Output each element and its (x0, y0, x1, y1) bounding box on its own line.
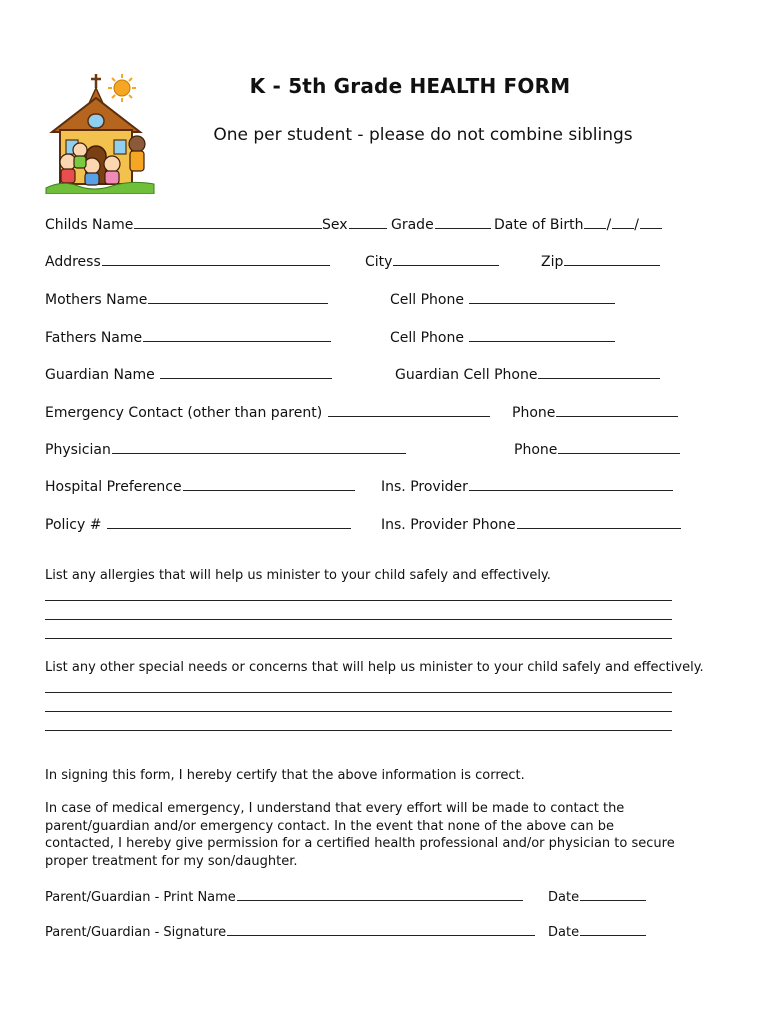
signature-field[interactable]: Parent/Guardian - Signature (45, 921, 535, 942)
emergency-phone-field[interactable]: Phone (512, 402, 678, 422)
physician-field[interactable]: Physician (45, 439, 406, 459)
allergies-prompt: List any allergies that will help us minister to your child safely and effectively. (45, 568, 551, 583)
zip-field[interactable]: Zip (541, 251, 660, 271)
special-needs-prompt: List any other special needs or concerns that will help us minister to your child safely and effectively. (45, 660, 704, 675)
sex-line[interactable] (349, 214, 387, 229)
allergies-line[interactable] (45, 638, 672, 639)
address-line[interactable] (102, 251, 330, 266)
father-cell-phone-line[interactable] (469, 327, 615, 342)
print-name-line[interactable] (237, 886, 523, 901)
mothers-name-line[interactable] (148, 289, 328, 304)
physician-phone-line[interactable] (558, 439, 680, 454)
print-date-line[interactable] (580, 886, 646, 901)
mothers-name-field[interactable]: Mothers Name (45, 289, 328, 309)
signature-date-field[interactable]: Date (548, 921, 646, 942)
print-name-field[interactable]: Parent/Guardian - Print Name (45, 886, 523, 907)
city-field[interactable]: City (365, 251, 499, 271)
ins-provider-phone-field[interactable]: Ins. Provider Phone (381, 514, 681, 534)
grade-field[interactable]: Grade (391, 214, 491, 234)
ins-provider-field[interactable]: Ins. Provider (381, 476, 673, 496)
allergies-line[interactable] (45, 600, 672, 601)
hospital-preference-line[interactable] (183, 476, 355, 491)
signature-line[interactable] (227, 921, 535, 936)
mother-cell-phone-field[interactable]: Cell Phone (390, 289, 615, 309)
dob-year-line[interactable] (640, 214, 662, 229)
guardian-cell-phone-line[interactable] (538, 364, 660, 379)
form-title: K - 5th Grade HEALTH FORM (249, 74, 571, 98)
father-cell-phone-field[interactable]: Cell Phone (390, 327, 615, 347)
address-field[interactable]: Address (45, 251, 330, 271)
fathers-name-field[interactable]: Fathers Name (45, 327, 331, 347)
emergency-contact-field[interactable]: Emergency Contact (other than parent) (45, 402, 490, 422)
guardian-name-field[interactable]: Guardian Name (45, 364, 332, 384)
grade-line[interactable] (435, 214, 491, 229)
city-line[interactable] (393, 251, 499, 266)
dob-day-line[interactable] (612, 214, 634, 229)
special-needs-line[interactable] (45, 730, 672, 731)
mother-cell-phone-line[interactable] (469, 289, 615, 304)
physician-line[interactable] (112, 439, 406, 454)
sex-field[interactable]: Sex (322, 214, 387, 234)
form-subtitle: One per student - please do not combine siblings (213, 125, 633, 145)
ins-provider-line[interactable] (469, 476, 673, 491)
physician-phone-field[interactable]: Phone (514, 439, 680, 459)
guardian-cell-phone-field[interactable]: Guardian Cell Phone (395, 364, 660, 384)
special-needs-line[interactable] (45, 711, 672, 712)
guardian-name-line[interactable] (160, 364, 332, 379)
signature-date-line[interactable] (580, 921, 646, 936)
emergency-permission-text: In case of medical emergency, I understand that every effort will be made to contact the parent/guardian and/or emergency contact. In the event that none of the above can be contacted, I hereby give permission for a certified health professional and/or physician to secure proper treatment for my son/daughter. (45, 801, 675, 869)
fathers-name-line[interactable] (143, 327, 331, 342)
hospital-preference-field[interactable]: Hospital Preference (45, 476, 355, 496)
certification-statement: In signing this form, I hereby certify that the above information is correct. (45, 768, 525, 783)
policy-number-line[interactable] (107, 514, 351, 529)
emergency-contact-line[interactable] (328, 402, 490, 417)
emergency-phone-line[interactable] (556, 402, 678, 417)
child-name-field[interactable]: Childs Name (45, 214, 322, 234)
policy-number-field[interactable]: Policy # (45, 514, 351, 534)
print-date-field[interactable]: Date (548, 886, 646, 907)
child-name-line[interactable] (134, 214, 322, 229)
ins-provider-phone-line[interactable] (517, 514, 681, 529)
dob-month-line[interactable] (584, 214, 606, 229)
zip-line[interactable] (564, 251, 660, 266)
dob-field[interactable]: Date of Birth / / (494, 214, 662, 234)
allergies-line[interactable] (45, 619, 672, 620)
special-needs-line[interactable] (45, 692, 672, 693)
